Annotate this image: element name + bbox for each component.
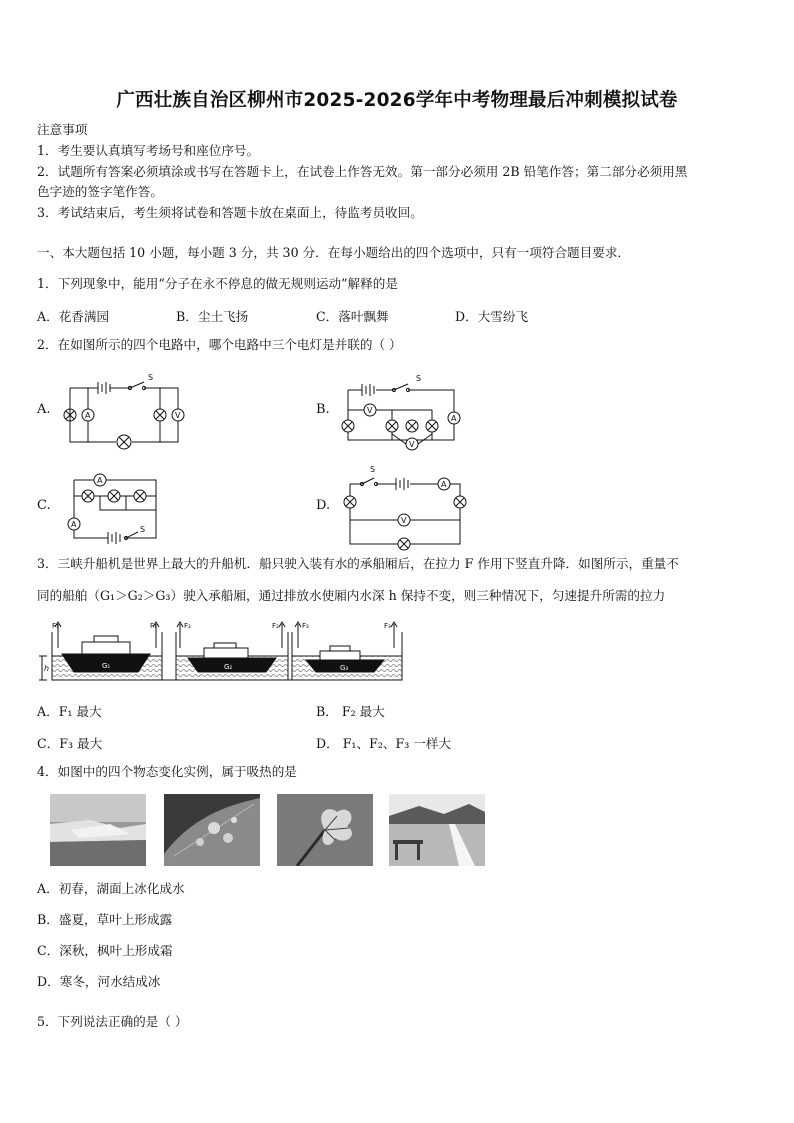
question-3-stem-line2: 同的船舶（G₁＞G₂＞G₃）驶入承船厢，通过排放水使厢内水深 h 保持不变，则三种情况下，匀速提升所需的拉力 (37, 588, 666, 603)
ship-lift-figure (38, 618, 408, 686)
photo-frost-on-leaf (277, 794, 373, 866)
notice-item: 色字迹的签字笔作答。 (37, 184, 163, 199)
svg-text:A: A (85, 411, 91, 420)
page-title: 广西壮族自治区柳州市2025-2026学年中考物理最后冲刺模拟试卷 (116, 90, 678, 111)
circuit-d-label: D. (316, 498, 331, 513)
circuit-b-label: B. (316, 402, 330, 417)
q4-option-d: D．寒冬，河水结成冰 (37, 974, 161, 989)
svg-text:h: h (44, 664, 50, 673)
q1-option-b: B．尘土飞扬 (176, 309, 249, 324)
circuit-c-label: C. (37, 498, 51, 513)
question-3-stem-line1: 3．三峡升船机是世界上最大的升船机．船只驶入装有水的承船厢后，在拉力 F 作用下竖直升降．如图所示，重量不 (37, 556, 679, 571)
svg-text:G₃: G₃ (340, 664, 349, 672)
photo-river-freezing (389, 794, 485, 866)
section-heading: 一、本大题包括 10 小题，每小题 3 分，共 30 分．在每小题给出的四个选项中，只有一项符合题目要求． (37, 245, 631, 260)
svg-text:G₂: G₂ (224, 663, 233, 671)
notice-item: 3．考试结束后，考生须将试卷和答题卡放在桌面上，待监考员收回。 (37, 205, 423, 220)
circuit-b-diagram (336, 370, 466, 456)
svg-text:V: V (175, 411, 181, 420)
svg-text:S: S (416, 374, 422, 383)
svg-text:G₁: G₁ (102, 662, 111, 670)
question-4-stem: 4．如图中的四个物态变化实例，属于吸热的是 (37, 764, 297, 779)
photo-ice-melting (50, 794, 146, 866)
svg-text:F₃: F₃ (302, 622, 309, 630)
circuit-a-diagram (60, 370, 190, 450)
svg-text:F₃: F₃ (384, 622, 391, 630)
notice-item: 1．考生要认真填写考场号和座位序号。 (37, 143, 260, 158)
question-2-stem: 2．在如图所示的四个电路中，哪个电路中三个电灯是并联的（ ） (37, 337, 402, 352)
svg-text:A: A (441, 480, 447, 489)
svg-text:V: V (401, 516, 407, 525)
svg-text:A: A (71, 520, 77, 529)
svg-text:V: V (409, 440, 415, 449)
svg-text:F₂: F₂ (272, 622, 279, 630)
q3-option-a: A．F₁ 最大 (37, 704, 102, 719)
q3-option-c: C．F₃ 最大 (37, 736, 103, 751)
q4-option-a: A．初春，湖面上冰化成水 (37, 881, 185, 896)
notice-item: 2．试题所有答案必须填涂或书写在答题卡上，在试卷上作答无效。第一部分必须用 2B 铅笔作答；第二部分必须用黑 (37, 164, 688, 179)
q4-option-b: B．盛夏，草叶上形成露 (37, 912, 173, 927)
svg-text:V: V (367, 406, 373, 415)
question-5-stem: 5．下列说法正确的是（ ） (37, 1014, 188, 1029)
q1-option-d: D．大雪纷飞 (455, 309, 529, 324)
svg-text:S: S (370, 465, 376, 474)
svg-text:F₁: F₁ (52, 622, 59, 630)
q1-option-a: A．花香满园 (37, 309, 110, 324)
svg-text:F₂: F₂ (184, 622, 191, 630)
photo-dew-on-leaf (164, 794, 260, 866)
notice-heading: 注意事项 (37, 122, 88, 137)
circuit-d-diagram (336, 462, 476, 554)
q1-option-c: C．落叶飘舞 (316, 309, 389, 324)
q3-option-d: D． F₁、F₂、F₃ 一样大 (316, 736, 452, 751)
svg-text:A: A (97, 476, 103, 485)
svg-text:S: S (140, 525, 146, 534)
svg-text:A: A (451, 414, 457, 423)
circuit-a-label: A. (37, 402, 51, 417)
circuit-c-diagram (60, 470, 170, 546)
svg-text:F₁: F₁ (150, 622, 157, 630)
q3-option-b: B． F₂ 最大 (316, 704, 385, 719)
question-1-stem: 1．下列现象中，能用“分子在永不停息的做无规则运动”解释的是 (37, 276, 398, 291)
q4-option-c: C．深秋，枫叶上形成霜 (37, 943, 173, 958)
switch-label: S (148, 373, 154, 382)
